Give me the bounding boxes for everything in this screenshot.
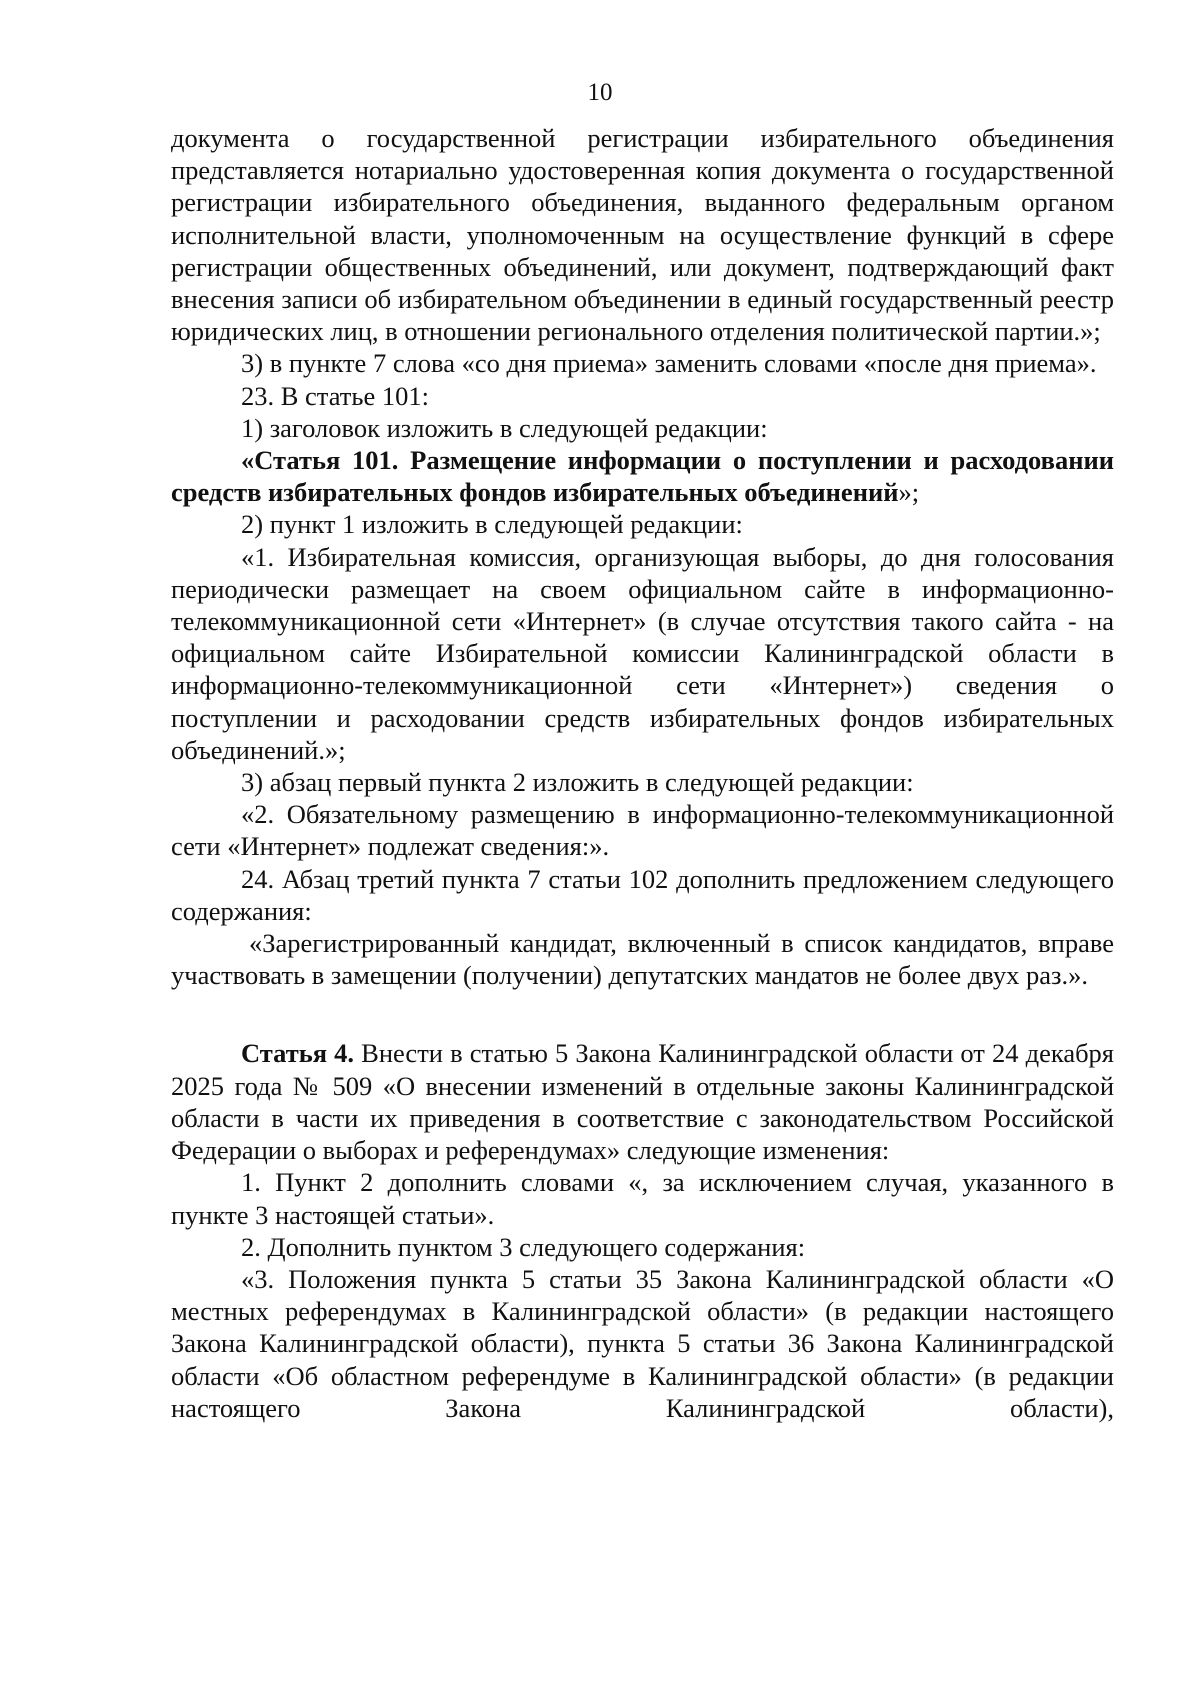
paragraph-article-101-title <box>171 444 1114 508</box>
paragraph-article-4-point-2: 2. Дополнить пунктом 3 следующего содержания: <box>241 1231 806 1262</box>
article-101-title-tail: »; <box>898 477 920 508</box>
paragraph-point-1-instruction: 2) пункт 1 изложить в следующей редакции: <box>241 509 743 540</box>
paragraph-item-24: 24. Абзац третий пункта 7 статьи 102 дополнить предложением следующего содержания: <box>171 863 1114 926</box>
paragraph-article-4-point-3-text: «3. Положения пункта 5 статьи 35 Закона Калининградской области «О местных референдумах в Калининградской области» (в редакции настоящего Закона Калининградской области), пункта 5 статьи 36 Закона Калининградской области «Об областном референдуме в Калининградской области» (в редакции настоящего Закона Калининградской области), <box>171 1263 1114 1423</box>
article-4-text: Внести в статью 5 Закона Калининградской области от 24 декабря 2025 года № 509 «О внесении изменений в отдельные законы Калининградской области в части их приведения в соответствие с законодательством Российской Федерации о выборах и референдумах» следующие изменения: <box>171 1038 1114 1166</box>
paragraph-point-2-text: «2. Обязательному размещению в информационно-телекоммуникационной сети «Интернет» подлежат сведения:». <box>171 799 1114 862</box>
page-number: 10 <box>587 79 613 106</box>
article-4-label: Статья 4. <box>241 1038 355 1069</box>
paragraph-registration-document: документа о государственной регистрации избирательного объединения представляется нотариально удостоверенная копия документа о государственной регистрации избирательного объединения, выданного федеральным органом исполнительной власти, уполномоченным на осуществление функций в сфере регистрации общественных объединений, или документ, подтверждающий факт внесения записи об избирательном объединении в единый государственный реестр юридических лиц, в отношении регионального отделения политической партии.»; <box>171 123 1114 347</box>
paragraph-item-3-point-7: 3) в пункте 7 слова «со дня приема» заменить словами «после дня приема». <box>241 348 1097 379</box>
paragraph-article-4-point-1: 1. Пункт 2 дополнить словами «, за исключением случая, указанного в пункте 3 настоящей статьи». <box>171 1167 1114 1230</box>
paragraph-article-4 <box>171 1037 1114 1166</box>
document-body <box>171 122 1114 1424</box>
paragraph-point-2-instruction: 3) абзац первый пункта 2 изложить в следующей редакции: <box>241 767 914 798</box>
paragraph-candidate-sentence: «Зарегистрированный кандидат, включенный в список кандидатов, вправе участвовать в замещении (получении) депутатских мандатов не более двух раз.». <box>171 928 1114 991</box>
paragraph-heading-instruction: 1) заголовок изложить в следующей редакции: <box>241 412 768 443</box>
paragraph-point-1-text: «1. Избирательная комиссия, организующая выборы, до дня голосования периодически размещает на своем официальном сайте в информационно-телекоммуникационной сети «Интернет» (в случае отсутствия такого сайта - на официальном сайте Избирательной комиссии Калининградской области в информационно-телекоммуникационной сети «Интернет») сведения о поступлении и расходовании средств избирательных фондов избирательных объединений.»; <box>171 541 1114 765</box>
paragraph-item-23: 23. В статье 101: <box>241 380 429 411</box>
article-101-title-bold: «Статья 101. Размещение информации о поступлении и расходовании средств избирательных фондов избирательных объединений <box>171 445 1114 508</box>
